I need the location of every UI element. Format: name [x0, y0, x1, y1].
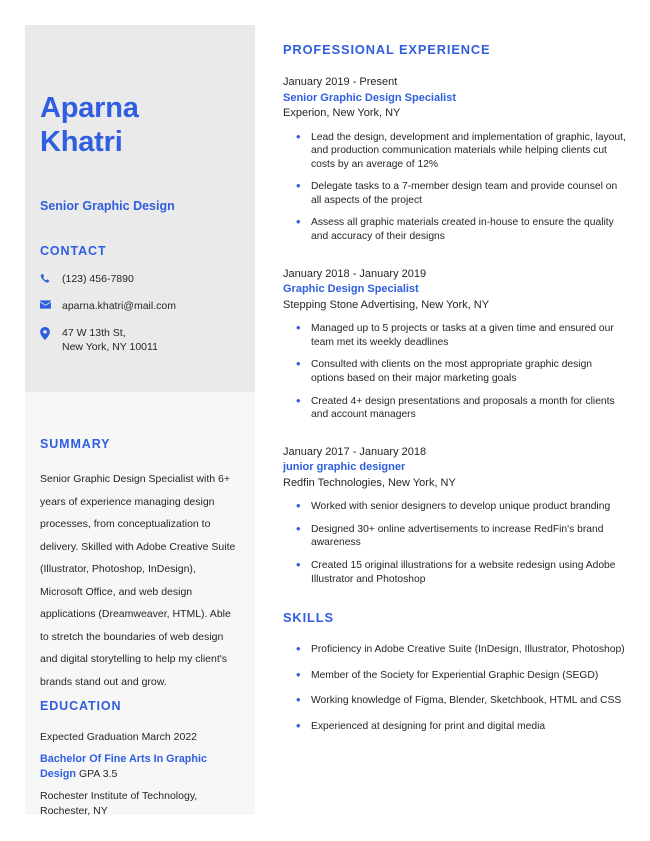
- skill-item: • Member of the Society for Experiential Graphic Design (SEGD): [283, 669, 628, 683]
- job-bullet: • Delegate tasks to a 7-member design team and provide counsel on all aspects of the project: [283, 180, 628, 207]
- skill-item: • Experienced at designing for print and digital media: [283, 720, 628, 734]
- spacer: [283, 253, 628, 267]
- job-bullet: • Managed up to 5 projects or tasks at a given time and ensured our team met its weekly deadlines: [283, 322, 628, 349]
- job-bullet: • Created 15 original illustrations for a website redesign using Adobe Illustrator and Photoshop: [283, 559, 628, 586]
- contact-item-phone[interactable]: [40, 272, 240, 286]
- contact-phone-line1: (123) 456-7890: [62, 273, 134, 285]
- experience-entry: [283, 445, 628, 586]
- job-company: Redfin Technologies, New York, NY: [283, 476, 456, 489]
- skills-section-heading: SKILLS: [283, 610, 334, 626]
- education-gpa: GPA 3.5: [79, 767, 118, 780]
- job-dates: January 2017 - January 2018: [283, 445, 427, 458]
- education-degree-label: Bachelor Of Fine Arts In Graphic Design: [40, 753, 207, 780]
- contact-email-line1: aparna.khatri@mail.com: [62, 300, 176, 312]
- skills-list: [283, 643, 628, 733]
- phone-icon: [40, 272, 62, 284]
- experience-section-heading: PROFESSIONAL EXPERIENCE: [283, 42, 491, 57]
- job-bullet-list: [283, 322, 628, 422]
- job-bullet: • Created 4+ design presentations and proposals a month for clients and account managers: [283, 395, 628, 422]
- spacer: [283, 431, 628, 445]
- job-bullet: • Consulted with clients on the most appropriate graphic design options based on their major marketing goals: [283, 358, 628, 385]
- contact-item-address[interactable]: [40, 326, 240, 354]
- contact-list: [40, 272, 240, 367]
- candidate-last-name: Khatri: [40, 126, 123, 158]
- education-entry: [40, 731, 245, 818]
- job-company: Stepping Stone Advertising, New York, NY: [283, 298, 490, 311]
- envelope-icon: [40, 299, 62, 309]
- contact-phone-text: [62, 272, 134, 286]
- main-column: [283, 42, 628, 746]
- experience-entry: [283, 75, 628, 244]
- candidate-first-name: Aparna: [40, 92, 139, 124]
- education-degree: [40, 752, 245, 781]
- job-bullet: • Designed 30+ online advertisements to increase RedFin's brand awareness: [283, 523, 628, 550]
- job-dates: January 2019 - Present: [283, 76, 398, 88]
- job-title: junior graphic designer: [283, 461, 406, 474]
- summary-section-heading: SUMMARY: [40, 437, 111, 451]
- job-bullet-list: [283, 500, 628, 586]
- job-bullet: • Worked with senior designers to develop unique product branding: [283, 500, 628, 514]
- experience-entry: [283, 267, 628, 422]
- job-dates: January 2018 - January 2019: [283, 267, 427, 280]
- sidebar: [25, 25, 255, 815]
- contact-address-line1: 47 W 13th St,: [62, 327, 126, 339]
- contact-item-email[interactable]: [40, 299, 240, 313]
- contact-email-text: [62, 299, 176, 313]
- education-school-line1: Rochester Institute of Technology,: [40, 790, 198, 802]
- skill-item: • Proficiency in Adobe Creative Suite (InDesign, Illustrator, Photoshop): [283, 643, 628, 657]
- summary-body: Senior Graphic Design Specialist with 6+ years of experience managing design processes, from conceptualization to delivery. Skilled with Adobe Creative Suite (Illustrator, Photoshop, InDesign), Microsoft Office, and web design applications (Dreamweaver, HTML). Able to stretch the boundaries of web design and digital storytelling to help my client's brands stand out and grow.: [40, 473, 236, 688]
- job-company: Experion, New York, NY: [283, 107, 401, 119]
- job-bullet: • Lead the design, development and implementation of graphic, layout, and production communication materials while helping clients cut costs by an average of 12%: [283, 131, 628, 172]
- job-bullet-list: [283, 131, 628, 244]
- job-title: Senior Graphic Design Specialist: [283, 91, 456, 104]
- education-school-line2: Rochester, NY: [40, 804, 108, 817]
- education-section-heading: EDUCATION: [40, 699, 122, 713]
- contact-section-heading: CONTACT: [40, 244, 107, 258]
- candidate-name: [40, 91, 139, 159]
- education-graduation-date: Expected Graduation March 2022: [40, 731, 198, 743]
- contact-address-text: [62, 326, 158, 354]
- contact-address-line2: New York, NY 10011: [62, 341, 158, 353]
- education-school: [40, 789, 245, 818]
- location-pin-icon: [40, 326, 62, 340]
- candidate-subtitle: Senior Graphic Design: [40, 199, 175, 213]
- skill-item: • Working knowledge of Figma, Blender, Sketchbook, HTML and CSS: [283, 694, 628, 708]
- job-bullet: • Assess all graphic materials created in-house to ensure the quality and accuracy of their designs: [283, 216, 628, 243]
- job-title: Graphic Design Specialist: [283, 283, 419, 296]
